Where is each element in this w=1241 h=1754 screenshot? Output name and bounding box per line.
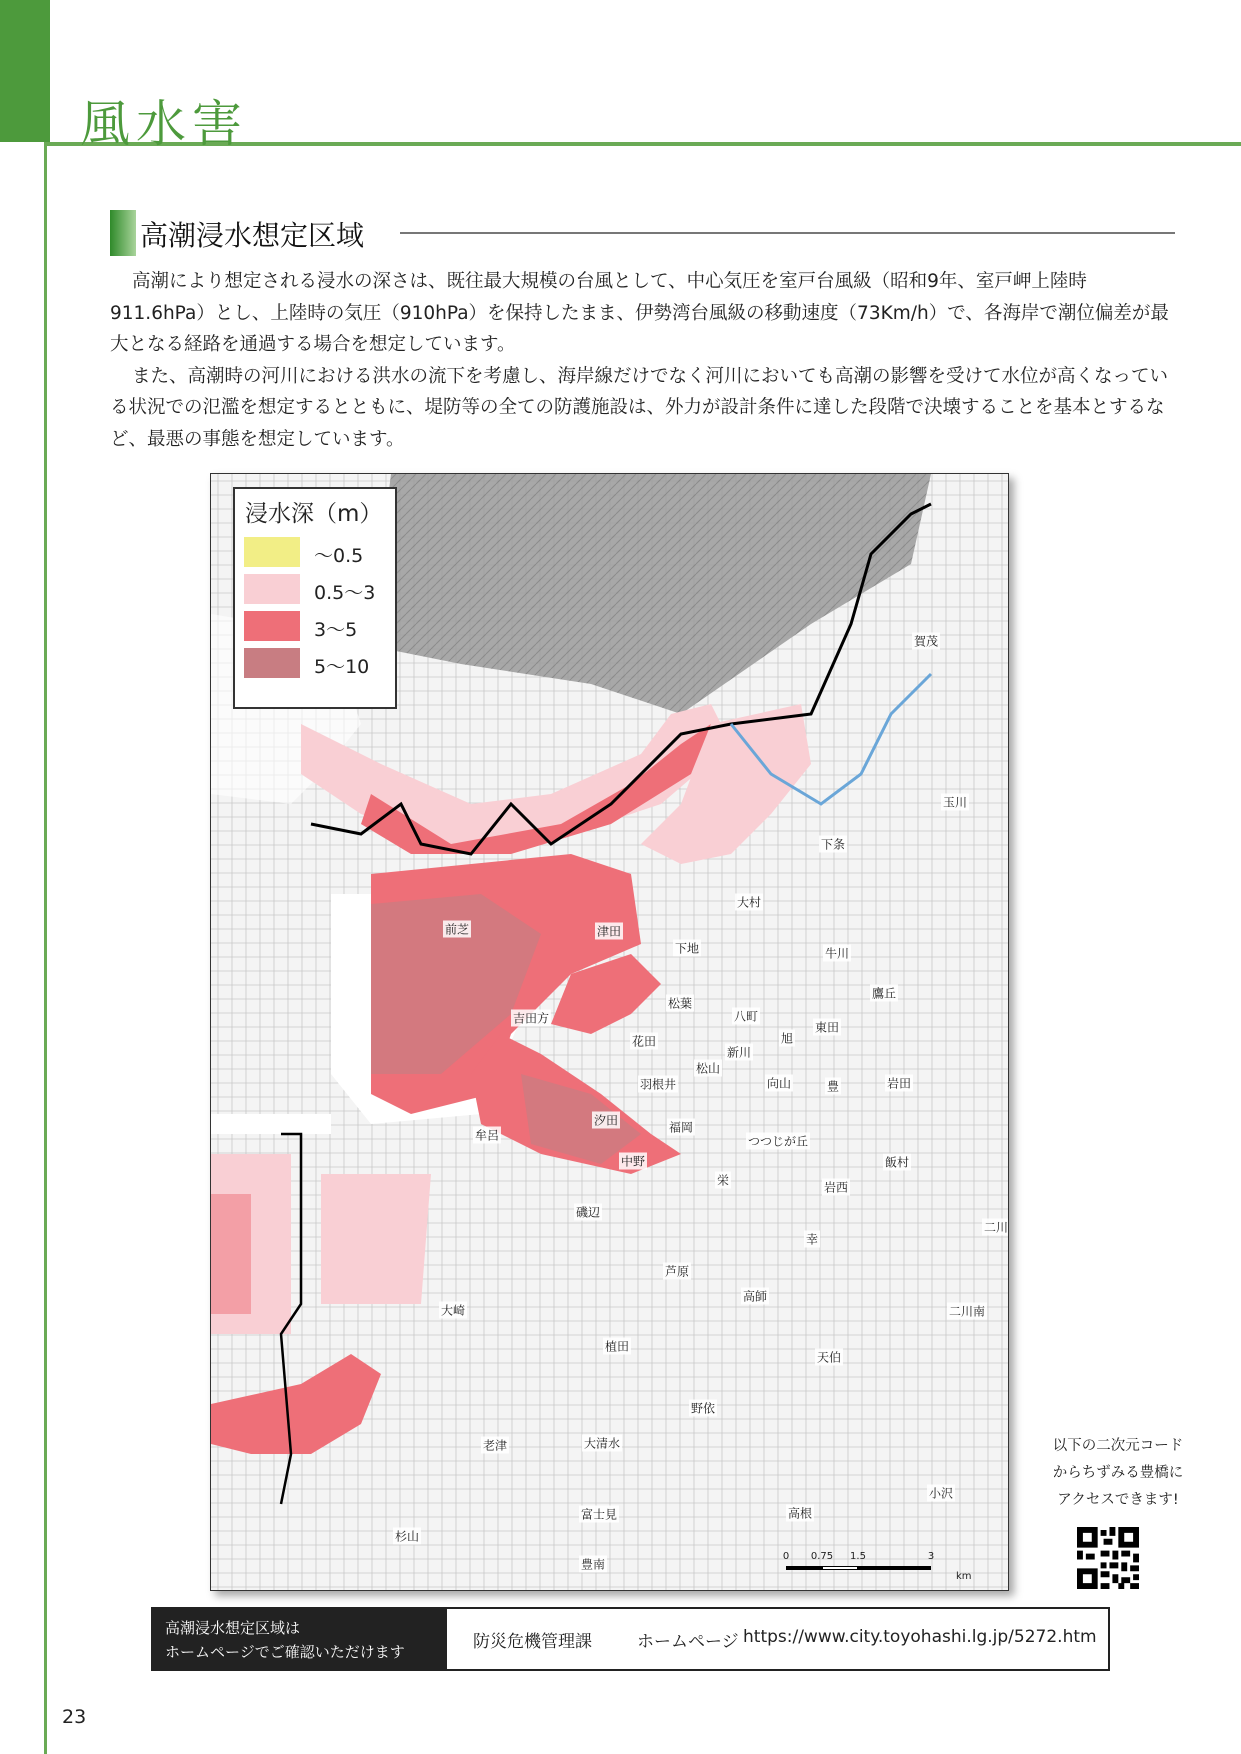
scale-tick: 3 [927,1551,935,1562]
qr-caption-line: 以下の二次元コード [1052,1438,1184,1454]
legend-item [244,574,394,606]
place-label: 花田 [631,1034,657,1049]
legend-swatch [244,574,300,604]
place-label: 岩田 [886,1076,912,1091]
place-label: 羽根井 [639,1077,677,1092]
homepage-link[interactable]: https://www.city.toyohashi.lg.jp/5272.htm [743,1627,1097,1647]
place-label: 八町 [733,1009,759,1024]
legend-item [244,648,394,680]
place-label: 汐田 [593,1113,619,1128]
place-label: 下条 [820,837,846,852]
place-label: 大村 [736,895,762,910]
scale-segment [858,1566,931,1570]
place-label: 東田 [814,1020,840,1035]
footer-note-line: 高潮浸水想定区域は [165,1619,301,1637]
place-label: 松山 [695,1061,721,1076]
footer-note [153,1609,447,1669]
place-label: 幸 [805,1232,819,1247]
place-label: 中野 [620,1154,646,1169]
qr-caption-line: からちずみる豊橋に [1052,1465,1184,1481]
section-heading [110,210,390,256]
scale-segment [822,1566,858,1570]
place-label: 鷹丘 [871,986,897,1001]
place-label: 豊南 [580,1557,606,1572]
place-label: 岩西 [823,1180,849,1195]
place-label: 飯村 [884,1155,910,1170]
place-label: 芦原 [664,1264,690,1279]
legend-item [244,537,394,569]
place-label: 吉田方 [512,1011,550,1026]
storm-surge-map [210,473,1009,1591]
margin-rule [44,142,47,1754]
footer-info-box [151,1607,1110,1671]
place-label: 野依 [690,1401,716,1416]
place-label: 牛川 [824,946,850,961]
scale-tick: 1.5 [850,1551,866,1562]
place-label: 磯辺 [575,1205,601,1220]
scale-tick: 0 [782,1551,790,1562]
place-label: 高根 [787,1506,813,1521]
place-label: 植田 [604,1339,630,1354]
scale-segment [786,1566,822,1570]
footer-note-line: ホームページでご確認いただけます [165,1643,405,1661]
legend-label: 5～10 [314,656,370,678]
place-label: 豊 [826,1079,840,1094]
qr-code-icon[interactable] [1077,1527,1139,1589]
legend-label: 0.5～3 [314,582,376,604]
section-divider [400,232,1175,234]
legend-swatch [244,611,300,641]
place-label: 二川 [983,1220,1009,1235]
scale-tick: 0.75 [810,1551,834,1562]
place-label: 新川 [726,1045,752,1060]
place-label: 二川南 [948,1304,986,1319]
place-label: 老津 [482,1438,508,1453]
section-title: 高潮浸水想定区域 [140,219,365,252]
place-label: 賀茂 [913,634,939,649]
body-text [110,266,1180,455]
place-label: 玉川 [942,795,968,810]
paragraph-2: また、高潮時の河川における洪水の流下を考慮し、海岸線だけでなく河川においても高潮の影響を受けて水位が高くなっている状況での氾濫を想定するとともに、堤防等の全ての防護施設は、外力が設計条件に達した段階で決壊することを基本とするなど、最悪の事態を想定しています。 [110,365,1169,450]
place-label: 富士見 [580,1507,618,1522]
chapter-tab [0,0,50,142]
place-label: 高師 [742,1289,768,1304]
place-label: 旭 [780,1031,794,1046]
legend-swatch [244,648,300,678]
qr-caption-line: アクセスできます! [1057,1492,1179,1508]
place-label: 松葉 [667,996,693,1011]
place-label: 向山 [766,1076,792,1091]
place-label: 下地 [674,941,700,956]
legend-item [244,611,394,643]
scale-unit: km [956,1571,972,1582]
legend-swatch [244,537,300,567]
place-label: 杉山 [394,1529,420,1544]
section-marker [110,210,136,256]
map-legend [233,487,397,709]
scale-bar [782,1551,986,1583]
place-label: 牟呂 [474,1128,500,1143]
legend-label: ～0.5 [314,545,364,567]
paragraph-1: 高潮により想定される浸水の深さは、既往最大規模の台風として、中心気圧を室戸台風級（昭和9年、室戸岬上陸時911.6hPa）とし、上陸時の気圧（910hPa）を保持したまま、伊勢湾台風級の移動速度（73Km/h）で、各海岸で潮位偏差が最大となる経路を通過する場合を想定しています。 [110,271,1169,355]
page-number: 23 [62,1706,87,1728]
place-label: 栄 [716,1173,730,1188]
place-label: つつじが丘 [747,1134,809,1149]
place-label: 大清水 [583,1436,621,1451]
place-label: 福岡 [668,1120,694,1135]
place-label: 前芝 [444,922,470,937]
homepage-label: ホームページ [637,1632,739,1652]
place-label: 天伯 [816,1350,842,1365]
place-label: 大崎 [440,1303,466,1318]
qr-caption [1028,1433,1208,1514]
place-label: 小沢 [928,1486,954,1501]
legend-label: 3～5 [314,619,358,641]
legend-title: 浸水深（m） [245,501,383,527]
place-label: 津田 [596,924,622,939]
department-name: 防災危機管理課 [473,1632,592,1652]
chapter-title: 風水害 [80,95,248,153]
